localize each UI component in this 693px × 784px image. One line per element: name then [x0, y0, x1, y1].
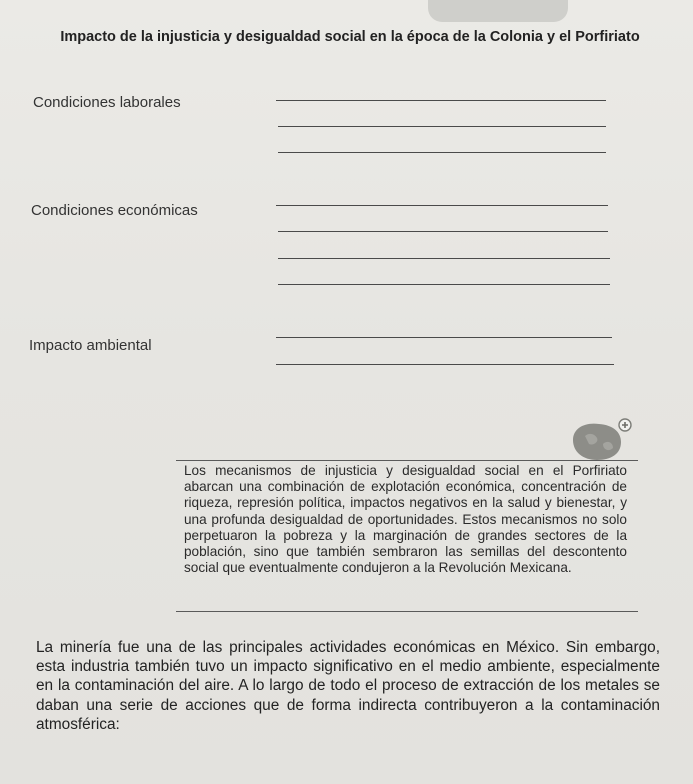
answer-line[interactable] [278, 126, 606, 127]
answer-line[interactable] [278, 284, 610, 285]
binder-tab [428, 0, 568, 22]
answer-line[interactable] [276, 100, 606, 101]
info-box-text: Los mecanismos de injusticia y desigualdad social en el Porfiriato abarcan una combinación de explotación económica, concentración de riqueza, represión política, impactos negativos en la salud y bienestar, y una profunda desigualdad de oportunidades. Estos mecanismos no solo perpetuaron la pobreza y la marginación de grandes sectores de la población, sino que también sembraron las semillas del descontento social que eventualmente condujeron a la Revolución Mexicana. [184, 463, 627, 576]
answer-line[interactable] [278, 231, 608, 232]
info-box [176, 452, 638, 612]
answer-line[interactable] [278, 152, 606, 153]
section-label-condiciones-economicas: Condiciones económicas [31, 202, 198, 219]
answer-line[interactable] [278, 258, 610, 259]
page-title: Impacto de la injusticia y desigualdad social en la época de la Colonia y el Porfiriato [60, 29, 640, 45]
answer-line[interactable] [276, 364, 614, 365]
divider [176, 611, 638, 612]
mineria-paragraph: La minería fue una de las principales actividades económicas en México. Sin embargo, esta industria también tuvo un impacto significativo en el medio ambiente, especialmente en la contaminación del aire. A lo largo de todo el proceso de extracción de los metales se daban una serie de acciones que de forma indirecta contribuyeron a la contaminación atmosférica: [36, 639, 660, 733]
section-label-condiciones-laborales: Condiciones laborales [33, 94, 181, 111]
section-label-impacto-ambiental: Impacto ambiental [29, 337, 152, 354]
answer-line[interactable] [276, 205, 608, 206]
divider [176, 460, 638, 461]
answer-line[interactable] [276, 337, 612, 338]
